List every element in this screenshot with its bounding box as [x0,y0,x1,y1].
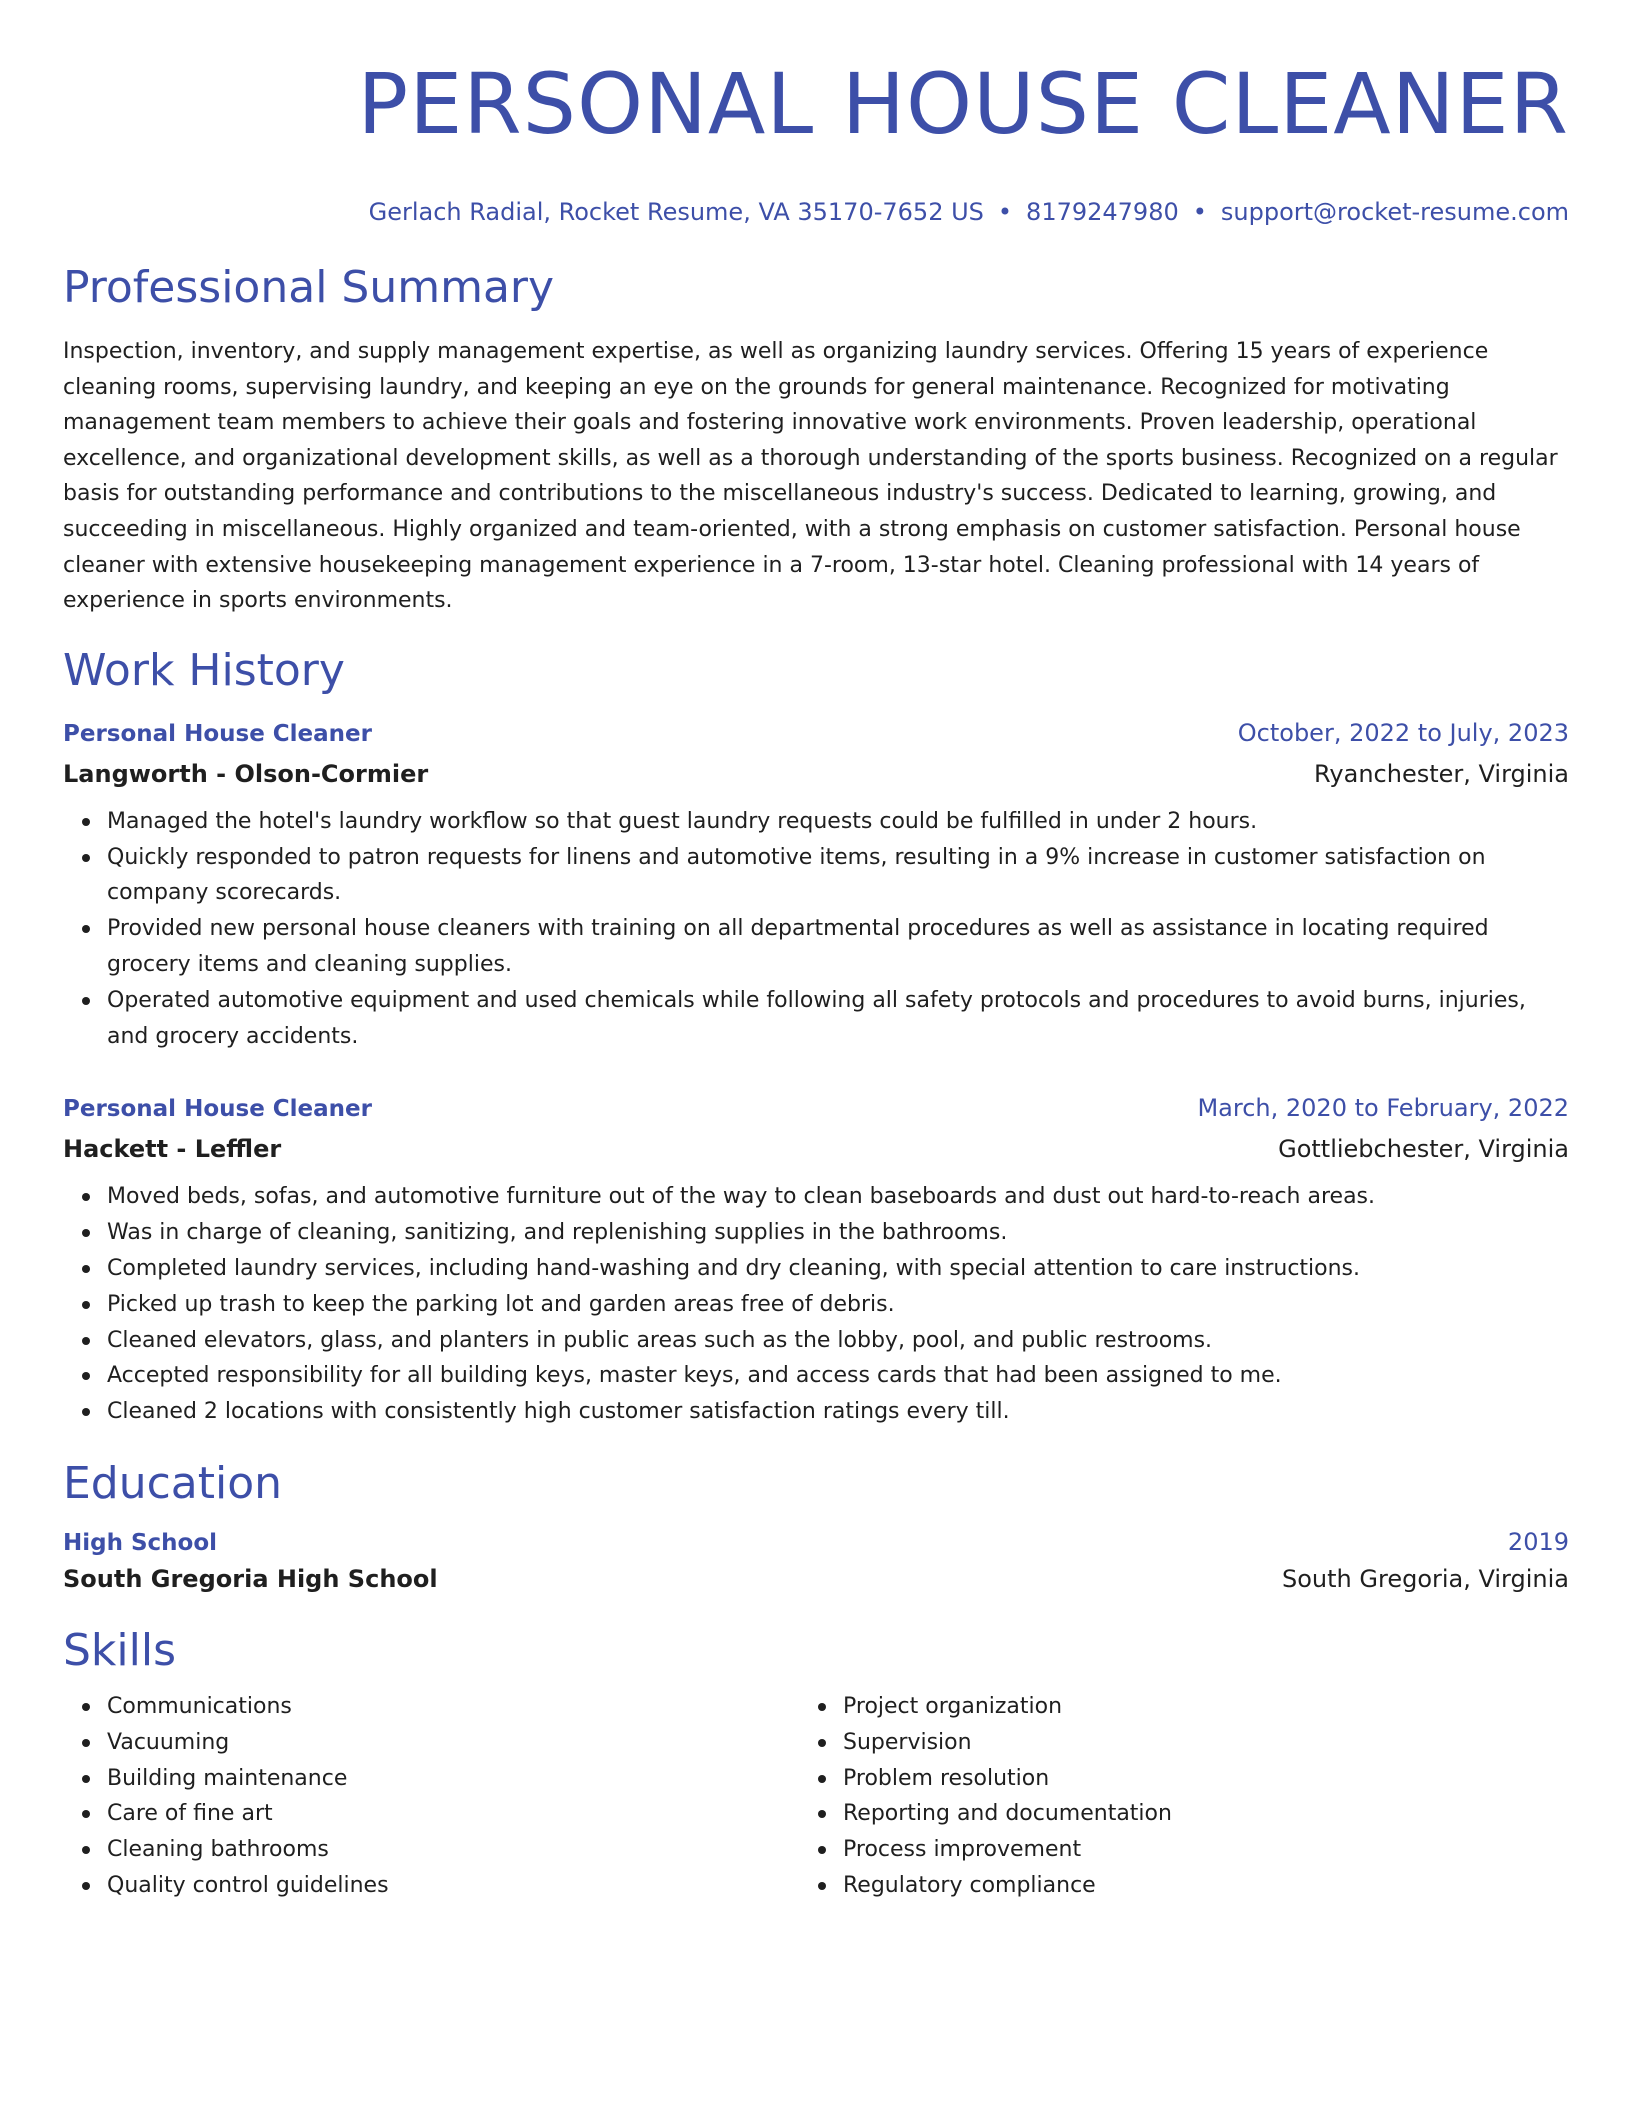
work-history-heading: Work History [63,644,345,696]
contact-phone: 8179247980 [1026,198,1179,226]
job-duty: Quickly responded to patron requests for linens and automotive items, resulting in a 9% increase in customer satisfaction on company scorecards. [107,840,1569,912]
skill-item: Care of fine art [107,1796,799,1832]
contact-email: support@rocket-resume.com [1220,198,1569,226]
skill-item: Communications [107,1689,799,1725]
job-duties-list [63,804,1569,1055]
education-heading: Education [63,1457,283,1509]
job-duty: Provided new personal house cleaners with training on all departmental procedures as well as assistance in locating required grocery items and cleaning supplies. [107,911,1569,983]
skills-grid [63,1689,1569,1904]
skill-item: Process improvement [843,1832,1535,1868]
skill-item: Quality control guidelines [107,1868,799,1904]
job-employer: Hackett - Leffler [63,1135,282,1164]
education-location: South Gregoria, Virginia [1282,1564,1569,1593]
job-duty: Picked up trash to keep the parking lot and garden areas free of debris. [107,1287,1569,1323]
job-title: Personal House Cleaner [63,720,372,747]
job-employer: Langworth - Olson-Cormier [63,759,429,788]
job-duty: Accepted responsibility for all building keys, master keys, and access cards that had been assigned to me. [107,1358,1569,1394]
education-school: South Gregoria High School [63,1564,438,1593]
job-dates: March, 2020 to February, 2022 [1197,1094,1569,1123]
skill-item: Project organization [843,1689,1535,1725]
contact-address: Gerlach Radial, Rocket Resume, VA 35170-7652 US [368,198,984,226]
education-year: 2019 [1507,1527,1569,1556]
job-title: Personal House Cleaner [63,1096,372,1123]
skill-item: Reporting and documentation [843,1796,1535,1832]
job-duty: Moved beds, sofas, and automotive furniture out of the way to clean baseboards and dust out hard-to-reach areas. [107,1179,1569,1215]
skill-item: Building maintenance [107,1761,799,1797]
skill-item: Problem resolution [843,1761,1535,1797]
job-entry [63,1090,1569,1430]
skills-column-right [799,1689,1535,1904]
job-duty: Cleaned elevators, glass, and planters in public areas such as the lobby, pool, and public restrooms. [107,1323,1569,1359]
skills-heading: Skills [63,1624,177,1676]
skill-item: Vacuuming [107,1725,799,1761]
education-degree: High School [63,1529,218,1556]
job-duties-list [63,1179,1569,1430]
education-entry [63,1524,1569,1597]
contact-separator: • [997,198,1013,226]
skills-column-left [63,1689,799,1904]
job-duty: Operated automotive equipment and used chemicals while following all safety protocols and procedures to avoid burns, injuries, and grocery accidents. [107,983,1569,1055]
skill-item: Regulatory compliance [843,1868,1535,1904]
job-duty: Was in charge of cleaning, sanitizing, and replenishing supplies in the bathrooms. [107,1215,1569,1251]
candidate-name: PERSONAL HOUSE CLEANER [357,55,1569,153]
job-duty: Managed the hotel's laundry workflow so that guest laundry requests could be fulfilled in under 2 hours. [107,804,1569,840]
skill-item: Cleaning bathrooms [107,1832,799,1868]
job-location: Gottliebchester, Virginia [1278,1135,1569,1164]
job-duty: Cleaned 2 locations with consistently high customer satisfaction ratings every till. [107,1394,1569,1430]
skill-item: Supervision [843,1725,1535,1761]
summary-text: Inspection, inventory, and supply management expertise, as well as organizing laundry services. Offering 15 years of experience cleaning rooms, supervising laundry, and keeping an eye on the grounds for general maintenance. Recognized for motivating management team members to achieve their goals and fostering innovative work environments. Proven leadership, operational excellence, and organizational development skills, as well as a thorough understanding of the sports business. Recognized on a regular basis for outstanding performance and contributions to the miscellaneous industry's success. Dedicated to learning, growing, and succeeding in miscellaneous. Highly organized and team-oriented, with a strong emphasis on customer satisfaction. Personal house cleaner with extensive housekeeping management experience in a 7-room, 13-star hotel. Cleaning professional with 14 years of experience in sports environments. [63,339,1558,614]
job-duty: Completed laundry services, including hand-washing and dry cleaning, with special attention to care instructions. [107,1251,1569,1287]
contact-separator: • [1192,198,1207,226]
job-dates: October, 2022 to July, 2023 [1237,718,1569,747]
summary-heading: Professional Summary [63,262,555,313]
contact-line [63,196,1569,228]
job-entry [63,715,1569,1055]
job-location: Ryanchester, Virginia [1314,759,1569,788]
